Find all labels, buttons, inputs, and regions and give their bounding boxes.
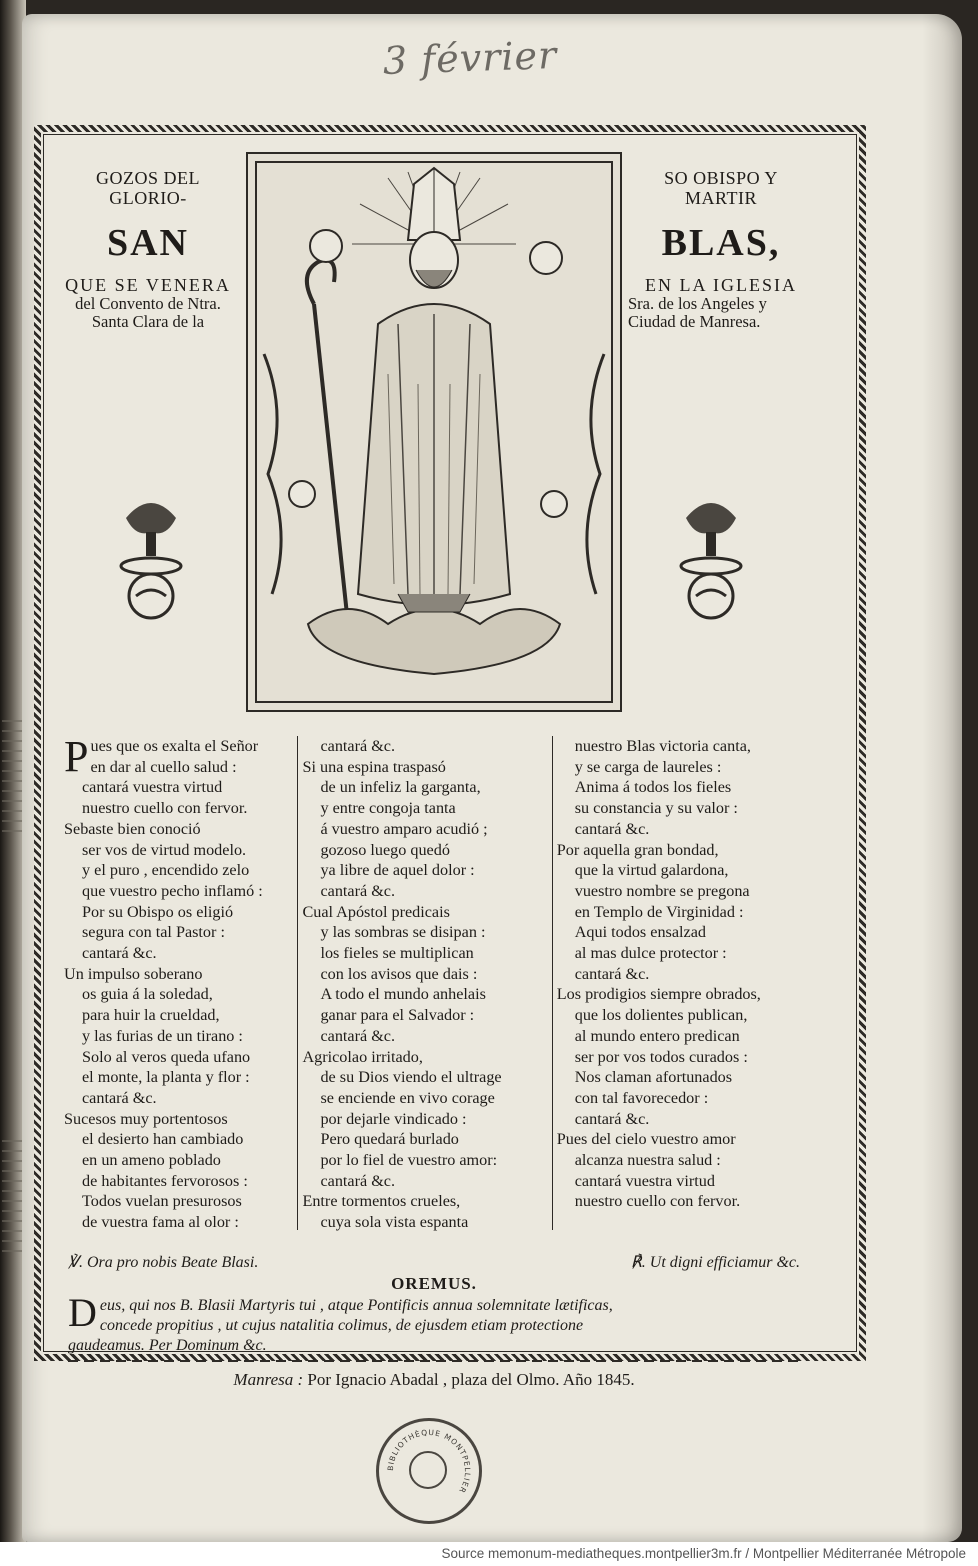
versicle-response	[68, 1252, 800, 1272]
verse-line: segura con tal Pastor :	[82, 923, 225, 942]
verse-line: por lo fiel de vuestro amor:	[320, 1151, 498, 1170]
verse-line: cantará &c.	[574, 1109, 650, 1128]
verse-line: en Templo de Virginidad :	[574, 902, 744, 921]
saint-name-left: SAN	[106, 222, 190, 265]
verse-line: y se carga de laureles :	[574, 757, 722, 776]
verse-line: cantará &c.	[574, 819, 650, 838]
verse-line: vuestro nombre se pregona	[574, 881, 750, 900]
verse-line: alcanza nuestra salud :	[574, 1151, 721, 1170]
verse-line: por dejarle vindicado :	[320, 1109, 467, 1128]
verse-line: al mas dulce protector :	[574, 944, 727, 963]
prayer-line: eus, qui nos B. Blasii Martyris tui , atque Pontificis annua solemnitate lætificas,	[99, 1297, 613, 1314]
verse-line: con tal favorecedor :	[574, 1088, 709, 1107]
verse-line: de vuestra fama al olor :	[82, 1213, 239, 1232]
verse-line: Pues del cielo vuestro amor	[556, 1130, 736, 1149]
stamp-emblem-icon	[409, 1451, 447, 1489]
page-shadow	[922, 14, 962, 1542]
verse-line: os guia á la soledad,	[82, 985, 213, 1004]
drop-cap: P	[64, 732, 89, 781]
verse-line: para huir la crueldad,	[82, 1006, 220, 1025]
verse-line: de habitantes fervorosos :	[82, 1171, 248, 1190]
verse-line: cantará &c.	[574, 964, 650, 983]
source-footer: Source memonum-mediatheques.montpellier3m.fr / Montpellier Méditerranée Métropole	[0, 1542, 978, 1566]
verse-line: nuestro Blas victoria canta,	[574, 737, 751, 755]
verse-line: y las sombras se disipan :	[320, 923, 486, 942]
response: ℟. Ut digni efficiamur &c.	[630, 1254, 800, 1271]
imprint	[68, 1370, 800, 1390]
verse-line: y el puro , encendido zelo	[82, 861, 250, 880]
verse-line: cantará &c.	[320, 1026, 396, 1045]
imprint-printer: Por Ignacio Abadal , plaza del Olmo. Año 1845.	[307, 1370, 635, 1389]
verse-line: que vuestro pecho inflamó :	[82, 881, 263, 900]
verse-line: su constancia y su valor :	[574, 799, 738, 818]
verse-line: Por su Obispo os eligió	[82, 902, 234, 921]
stamp-text: BIBLIOTHÈQUE MONTPELLIER	[385, 1427, 473, 1496]
verse-line: cantará &c.	[320, 881, 396, 900]
imprint-place: Manresa :	[233, 1370, 304, 1389]
verse-line: en dar al cuello salud :	[90, 757, 237, 776]
title-right-line: Ciudad de Manresa.	[628, 312, 761, 332]
verse-line: Aqui todos ensalzad	[574, 923, 707, 942]
verse-line: de su Dios viendo el ultrage	[320, 1068, 502, 1087]
adjacent-page-text	[2, 720, 22, 840]
title-left-line: Santa Clara de la	[91, 312, 205, 332]
flower-vase-ornament-icon	[116, 488, 186, 628]
verse-line: y las furias de un tirano :	[82, 1026, 243, 1045]
verse-line: Nos claman afortunados	[574, 1068, 733, 1087]
library-stamp-icon	[376, 1418, 482, 1524]
title-venera: QUE SE VENERA	[65, 274, 231, 295]
prayer-line: concede propitius , ut cujus natalitia colimus, de ejusdem etiam protectione	[99, 1317, 584, 1334]
title-left-line: del Convento de Ntra.	[75, 294, 221, 314]
verse-line: á vuestro amparo acudió ;	[320, 819, 488, 838]
title-left-block	[60, 168, 236, 332]
verse-line: que los dolientes publican,	[574, 1006, 748, 1025]
title-right-line: Sra. de los Angeles y	[628, 294, 767, 314]
verse-line: Todos vuelan presurosos	[82, 1192, 242, 1211]
verse-line: Por aquella gran bondad,	[556, 840, 719, 859]
verse-column-3	[552, 736, 806, 1230]
verse-line: cantará &c.	[320, 1171, 396, 1190]
verse-line: con los avisos que dais :	[320, 964, 478, 983]
verse-line: y entre congoja tanta	[320, 799, 456, 818]
verse-line: nuestro cuello con fervor.	[574, 1192, 741, 1211]
drop-cap: D	[68, 1290, 97, 1335]
verse-line: Los prodigios siempre obrados,	[556, 985, 761, 1004]
saint-name-right: BLAS,	[661, 222, 781, 265]
verse-line: gozoso luego quedó	[320, 840, 450, 859]
verse-line: Entre tormentos crueles,	[302, 1192, 461, 1211]
verses	[64, 732, 806, 1232]
prayer-line: gaudeamus. Per Dominum &c.	[68, 1337, 267, 1354]
versicle: ℣. Ora pro nobis Beate Blasi.	[68, 1254, 259, 1271]
verse-line: A todo el mundo anhelais	[320, 985, 486, 1004]
woodcut-illustration	[248, 154, 620, 710]
verse-column-2	[297, 736, 551, 1230]
verse-line: Si una espina traspasó	[302, 757, 446, 776]
verse-line: al mundo entero predican	[574, 1026, 740, 1045]
verse-line: cantará &c.	[82, 944, 157, 963]
verse-line: de un infeliz la garganta,	[320, 778, 481, 797]
verse-line: cantará &c.	[82, 1088, 157, 1107]
verse-line: Cual Apóstol predicais	[302, 902, 450, 921]
verse-line: el desierto han cambiado	[82, 1130, 244, 1149]
flower-vase-ornament-icon	[676, 488, 746, 628]
verse-line: el monte, la planta y flor :	[82, 1068, 250, 1087]
verse-line: cantará vuestra virtud	[574, 1171, 715, 1190]
verse-line: Pero quedará burlado	[320, 1130, 459, 1149]
title-line-1-right: SO OBISPO Y MARTIR	[664, 168, 778, 209]
verse-line: ser vos de virtud modelo.	[82, 840, 247, 859]
verse-line: cuya sola vista espanta	[320, 1213, 469, 1232]
title-iglesia: EN LA IGLESIA	[645, 274, 797, 295]
verse-column-1	[64, 732, 297, 1232]
verse-line: nuestro cuello con fervor.	[82, 799, 248, 818]
verse-line: ser por vos todos curados :	[574, 1047, 748, 1066]
adjacent-page-text	[2, 1140, 22, 1260]
verse-line: Anima á todos los fieles	[574, 778, 732, 797]
verse-line: cantará vuestra virtud	[82, 778, 223, 797]
saint-blaise-woodcut-icon	[246, 152, 622, 712]
verse-line: cantará &c.	[320, 737, 396, 755]
verse-line: que la virtud galardona,	[574, 861, 729, 880]
verse-line: se enciende en vivo corage	[320, 1088, 495, 1107]
verse-line: en un ameno poblado	[82, 1151, 221, 1170]
verse-line: Sucesos muy portentosos	[64, 1109, 228, 1128]
verse-line: ya libre de aquel dolor :	[320, 861, 475, 880]
title-right-block	[628, 168, 814, 332]
verse-line: ues que os exalta el Señor	[90, 737, 259, 755]
prayer-section	[68, 1252, 800, 1356]
verse-line: ganar para el Salvador :	[320, 1006, 475, 1025]
collect-prayer	[68, 1290, 800, 1356]
oremus-heading: OREMUS.	[391, 1274, 477, 1293]
title-line-1: GOZOS DEL GLORIO-	[96, 168, 200, 209]
handwritten-date: 3 février	[382, 32, 558, 84]
verse-line: Un impulso soberano	[64, 964, 203, 983]
verse-line: Agricolao irritado,	[302, 1047, 423, 1066]
verse-line: Solo al veros queda ufano	[82, 1047, 251, 1066]
verse-line: Sebaste bien conoció	[64, 819, 201, 838]
verse-line: los fieles se multiplican	[320, 944, 474, 963]
